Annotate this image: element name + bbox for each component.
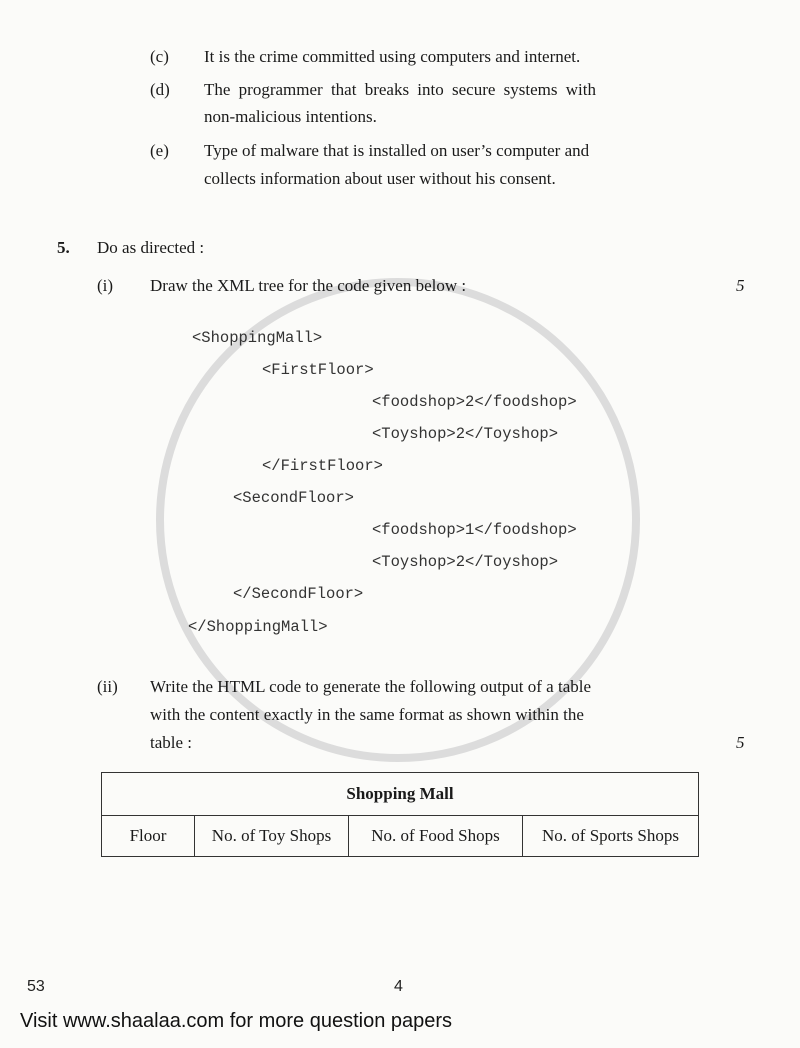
question-instruction: Do as directed : xyxy=(97,238,205,257)
item-c-label: (c) xyxy=(150,47,169,66)
part-i-marks: 5 xyxy=(736,276,745,295)
table-header-cell: No. of Food Shops xyxy=(349,816,523,857)
footer-visit-text: Visit www.shaalaa.com for more question papers xyxy=(20,1010,453,1032)
part-ii-line3: table : xyxy=(150,733,193,752)
code-line: <foodshop>2</foodshop> xyxy=(372,393,577,411)
code-line: <foodshop>1</foodshop> xyxy=(372,521,577,539)
code-line: <ShoppingMall> xyxy=(192,329,323,347)
item-e-line1: Type of malware that is installed on user’s computer and xyxy=(204,141,590,160)
item-d-line2: non-malicious intentions. xyxy=(204,107,377,126)
item-d-label: (d) xyxy=(150,80,170,99)
code-line: <FirstFloor> xyxy=(262,361,374,379)
item-e-label: (e) xyxy=(150,141,169,160)
code-line: </ShoppingMall> xyxy=(188,618,328,636)
part-ii-line2: with the content exactly in the same format as shown within the xyxy=(150,705,584,724)
part-ii-line1: Write the HTML code to generate the following output of a table xyxy=(150,677,592,696)
item-e-line2: collects information about user without his consent. xyxy=(204,169,556,188)
code-line: </FirstFloor> xyxy=(262,457,383,475)
part-ii-label: (ii) xyxy=(97,677,118,696)
item-c-text: It is the crime committed using computers and internet. xyxy=(204,47,581,66)
shopping-mall-table xyxy=(101,772,699,857)
paper-code: 53 xyxy=(27,978,45,995)
code-line: <Toyshop>2</Toyshop> xyxy=(372,553,559,571)
code-line: </SecondFloor> xyxy=(233,585,364,603)
code-line: <SecondFloor> xyxy=(233,489,354,507)
table-header-cell: No. of Toy Shops xyxy=(195,816,349,857)
page-number: 4 xyxy=(394,978,403,995)
table-header-cell: No. of Sports Shops xyxy=(523,816,699,857)
item-d-line1: The programmer that breaks into secure systems with xyxy=(204,80,596,99)
part-ii-marks: 5 xyxy=(736,733,745,752)
part-i-label: (i) xyxy=(97,276,114,295)
part-i-text: Draw the XML tree for the code given below : xyxy=(150,276,467,295)
code-line: <Toyshop>2</Toyshop> xyxy=(372,425,559,443)
table-title: Shopping Mall xyxy=(102,773,699,816)
question-number: 5. xyxy=(57,238,70,257)
table-header-cell: Floor xyxy=(102,816,195,857)
